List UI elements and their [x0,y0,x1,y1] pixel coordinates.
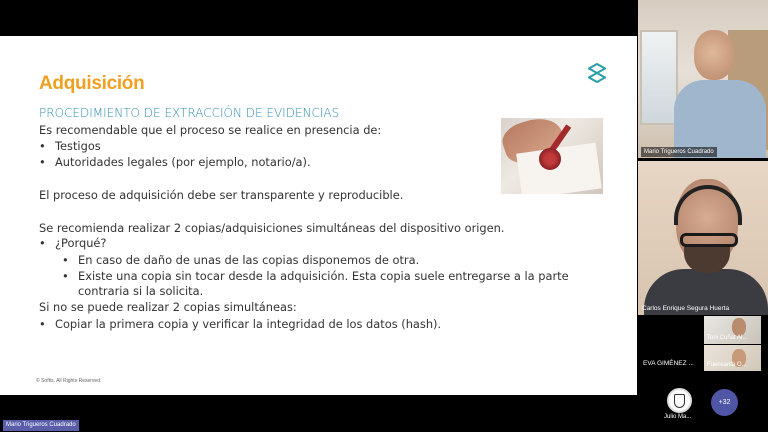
slide-title: Adquisición [39,73,145,94]
participant-name-mario: Mario Trigueros Cuadrado [641,147,717,157]
copyright-text: © Softis. All Rights Reserved. [36,378,102,384]
participant-name-carlos: Carlos Enrique Segura Huerta [642,305,730,312]
if-not-text: Si no se puede realizar 2 copias simultáneas: [39,300,297,314]
recommend-text: Se recomienda realizar 2 copias/adquisiciones simultáneas del dispositivo origen. [39,221,505,235]
participant-video-carlos[interactable] [638,161,768,315]
wax-seal-photo [501,118,603,194]
transparency-text: El proceso de adquisición debe ser transparente y reproducible. [39,188,404,202]
section-heading: PROCEDIMIENTO DE EXTRACCIÓN DE EVIDENCIAS [39,106,340,120]
shared-slide: Adquisición PROCEDIMIENTO DE EXTRACCIÓN DE EVIDENCIAS Es recomendable que el proceso se realice en presencia de: • Testigos • Autoridades legales (por ejemplo, notario/a). El proceso de adquisición debe ser transparente y reproducible. Se recomienda realizar 2 copias/adquisiciones simultáneas del dispositivo origen. • ¿Porqué? • En caso de daño de unas de las copias disponemos de otra. • Existe una copia sin tocar desde la adquisición. Esta copia suele entregarse a la parte contraria si la solicita. Si no se puede realizar 2 copias simultáneas: • Copiar la primera copia y verificar la integridad de los datos (hash). © Softis. All Rights Reserved. [0,36,637,395]
company-logo-icon [588,63,606,83]
participant-name-julio: Julio Ma... [664,414,692,420]
intro-text: Es recomendable que el proceso se realice en presencia de: [39,123,382,137]
crest-icon [674,394,685,408]
participant-name-toni: Toni Cuñat Al... [707,335,748,341]
participant-video-fuensanta[interactable] [704,345,761,371]
presenter-name-tag: Mario Trigueros Cuadrado [3,420,79,431]
participant-video-toni[interactable] [704,316,761,344]
participant-avatar-julio[interactable] [667,388,692,413]
participant-name-eva[interactable]: EVA GIMÉNEZ ... [643,360,694,367]
more-participants-button[interactable]: +32 [711,389,738,416]
participant-name-fuensanta: Fuensanta O... [707,362,747,368]
participant-video-mario[interactable] [638,0,768,158]
